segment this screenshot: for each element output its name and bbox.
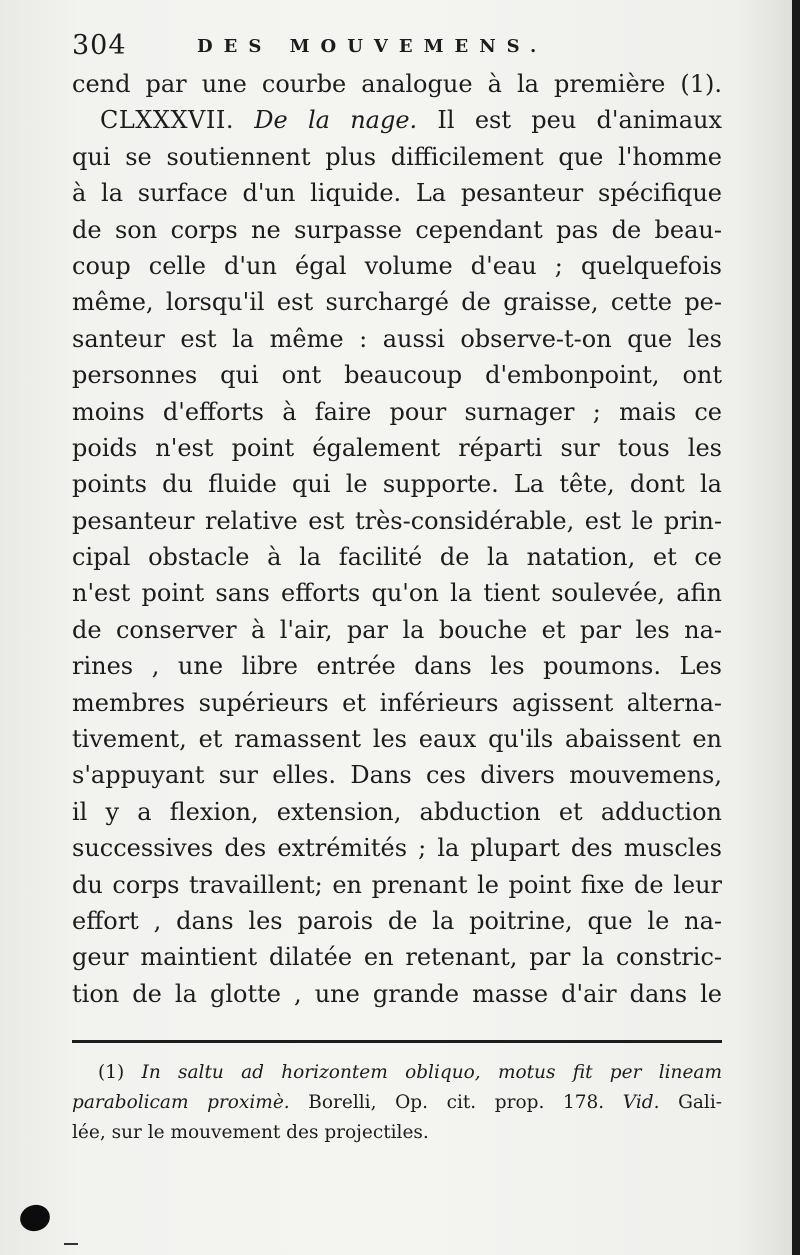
footnote [72, 1058, 722, 1148]
text-line: n'est point sans efforts qu'on la tient soulevée, afin [72, 579, 722, 608]
footnote-italic-text: parabolicam proximè. [72, 1092, 290, 1113]
text-line: même, lorsqu'il est surchargé de graisse, cette pe- [72, 288, 722, 317]
text-line: successives des extrémités ; la plupart des muscles [72, 834, 722, 863]
text-line: poids n'est point également réparti sur tous les [72, 433, 722, 462]
text-line: effort , dans les parois de la poitrine, que le na- [72, 906, 722, 935]
footnote-rule [72, 1040, 722, 1043]
text-line: il y a flexion, extension, abduction et adduction [72, 797, 722, 826]
section-line-rest: Il est peu d'animaux [437, 106, 722, 135]
text-line: coup celle d'un égal volume d'eau ; quelquefois [72, 251, 722, 280]
page-edge-shadow [792, 0, 800, 1255]
ink-blot [17, 1202, 53, 1235]
footnote-text: Borelli, Op. cit. prop. 178. [308, 1092, 605, 1113]
text-line: pesanteur relative est très-considérable, est le prin- [72, 506, 722, 535]
page-number: 304 [72, 30, 127, 61]
footnote-text: Gali- [678, 1092, 722, 1113]
footnote-line [72, 1058, 722, 1088]
text-line: de son corps ne surpasse cependant pas de beau- [72, 215, 722, 244]
running-head: DES MOUVEMENS. [197, 36, 548, 57]
footnote-marker: (1) [98, 1062, 125, 1083]
section-number: CLXXXVII. [100, 106, 234, 135]
text-line: qui se soutiennent plus difficilement que l'homme [72, 142, 722, 171]
text-line: rines , une libre entrée dans les poumons. Les [72, 652, 722, 681]
text-line: du corps travaillent; en prenant le point fixe de leur [72, 870, 722, 899]
page-header [72, 30, 732, 64]
text-line: s'appuyant sur elles. Dans ces divers mouvemens, [72, 761, 722, 790]
text-line: membres supérieurs et inférieurs agissent alterna- [72, 688, 722, 717]
text-line: santeur est la même : aussi observe-t-on que les [72, 324, 722, 353]
text-line: de conserver à l'air, par la bouche et par les na- [72, 615, 722, 644]
text-line: cend par une courbe analogue à la première (1). [72, 70, 722, 98]
footnote-italic-text: Vid. [622, 1092, 660, 1113]
footnote-line [72, 1088, 722, 1118]
footnote-italic-text: In saltu ad horizontem obliquo, motus fit per lineam [141, 1062, 722, 1083]
page-mark [64, 1243, 78, 1245]
footnote-line: lée, sur le mouvement des projectiles. [72, 1122, 429, 1143]
body-text [72, 66, 722, 1012]
section-title: De la nage. [254, 106, 418, 135]
text-line: personnes qui ont beaucoup d'embonpoint, ont [72, 361, 722, 390]
text-line: geur maintient dilatée en retenant, par la constric- [72, 943, 722, 972]
text-line: à la surface d'un liquide. La pesanteur spécifique [72, 179, 722, 208]
text-line: points du fluide qui le supporte. La tête, dont la [72, 470, 722, 499]
section-heading-line [72, 102, 722, 138]
text-line: tivement, et ramassent les eaux qu'ils abaissent en [72, 725, 722, 754]
text-line: cipal obstacle à la facilité de la natation, et ce [72, 543, 722, 572]
text-line: tion de la glotte , une grande masse d'air dans le [72, 979, 722, 1008]
text-line: moins d'efforts à faire pour surnager ; mais ce [72, 397, 722, 426]
